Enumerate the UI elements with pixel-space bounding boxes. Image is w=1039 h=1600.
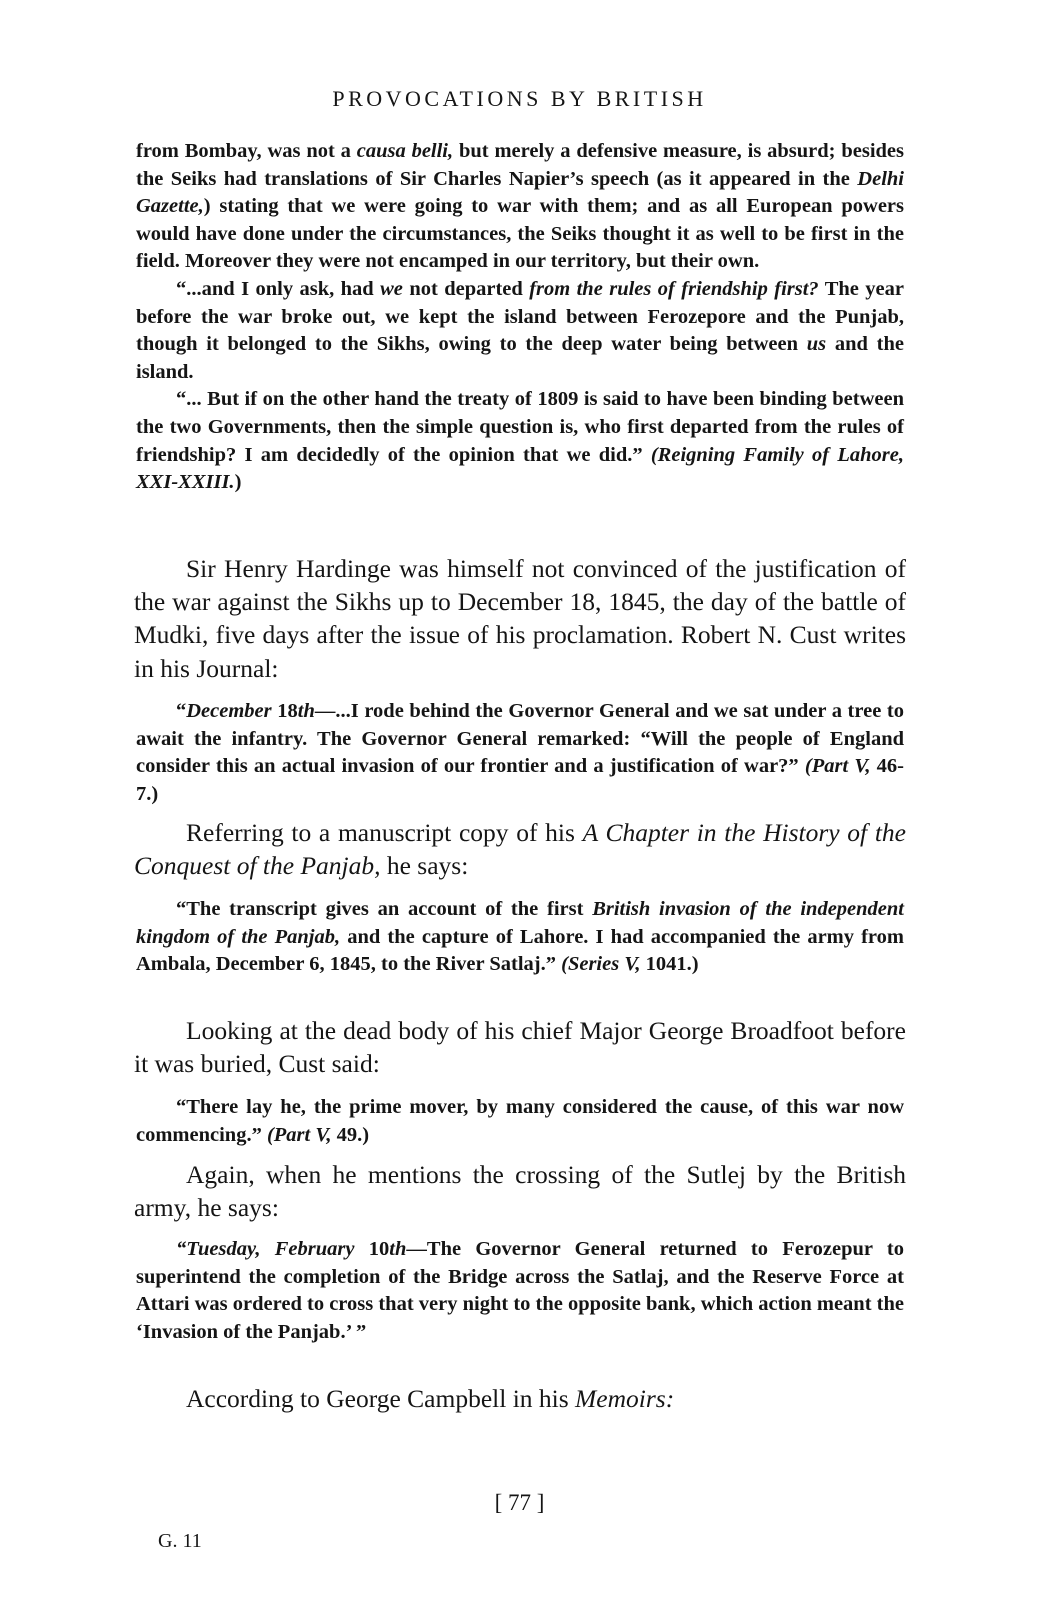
body-paragraph-hardinge: Sir Henry Hardinge was himself not convinced of the justification of the war against the Sikhs up to December 18, 1845, the day of the battle of Mudki, five days after the issue of his proclamation. Robert N. Cust writes in his Journal: <box>134 554 906 683</box>
body-paragraph-campbell: According to George Campbell in his Memoirs: <box>186 1384 675 1413</box>
body-paragraph-sutlej: Again, when he mentions the crossing of the Sutlej by the British army, he says: <box>134 1160 906 1223</box>
body-paragraph-manuscript: Referring to a manuscript copy of his A Chapter in the History of the Conquest of the Panjab, he says: <box>134 818 906 881</box>
body-paragraph-broadfoot: Looking at the dead body of his chief Major George Broadfoot before it was buried, Cust said: <box>134 1016 906 1079</box>
quote-transcript: “The transcript gives an account of the first British invasion of the independent kingdom of the Panjab, and the capture of Lahore. I had accompanied the army from Ambala, December 6, 1845, to the River Satlaj.” (Series V, 1041.) <box>136 898 904 976</box>
page-number: [ 77 ] <box>494 1490 545 1515</box>
quote-prime-mover: “There lay he, the prime mover, by many considered the cause, of this war now commencing.” (Part V, 49.) <box>136 1096 904 1146</box>
signature-mark: G. 11 <box>158 1530 202 1552</box>
quote-paragraph: from Bombay, was not a causa belli, but merely a defensive measure, is absurd; besides the Seiks had translations of Sir Charles Napier’s speech (as it appeared in the Delhi Gazette,) stating that we were going to war with them; and as all European powers would have done under the circumstances, the Seiks thought it as well to be first in the field. Moreover they were not encamped in our territory, but their own. <box>136 140 904 273</box>
quote-napier-block <box>136 138 904 497</box>
quote-february-10: “Tuesday, February 10th—The Governor General returned to Ferozepur to superintend the completion of the Bridge across the Satlaj, and the Reserve Force at Attari was ordered to cross that very night to the opposite bank, which action meant the ‘Invasion of the Panjab.’ ” <box>136 1238 904 1343</box>
running-head: PROVOCATIONS BY BRITISH <box>332 86 707 111</box>
quote-paragraph: “... But if on the other hand the treaty of 1809 is said to have been binding between the two Governments, then the simple question is, who first departed from the rules of friendship? I am decidedly of the opinion that we did.” (Reigning Family of Lahore, XXI-XXIII.) <box>136 388 904 494</box>
quote-december-18: “December 18th—...I rode behind the Governor General and we sat under a tree to await the infantry. The Governor General remarked: “Will the people of England consider this an actual invasion of our frontier and a justification of war?” (Part V, 46-7.) <box>136 700 905 805</box>
quote-paragraph: “...and I only ask, had we not departed from the rules of friendship first? The year before the war broke out, we kept the island between Ferozepore and the Punjab, though it belonged to the Sikhs, owing to the deep water being between us and the island. <box>136 277 905 383</box>
